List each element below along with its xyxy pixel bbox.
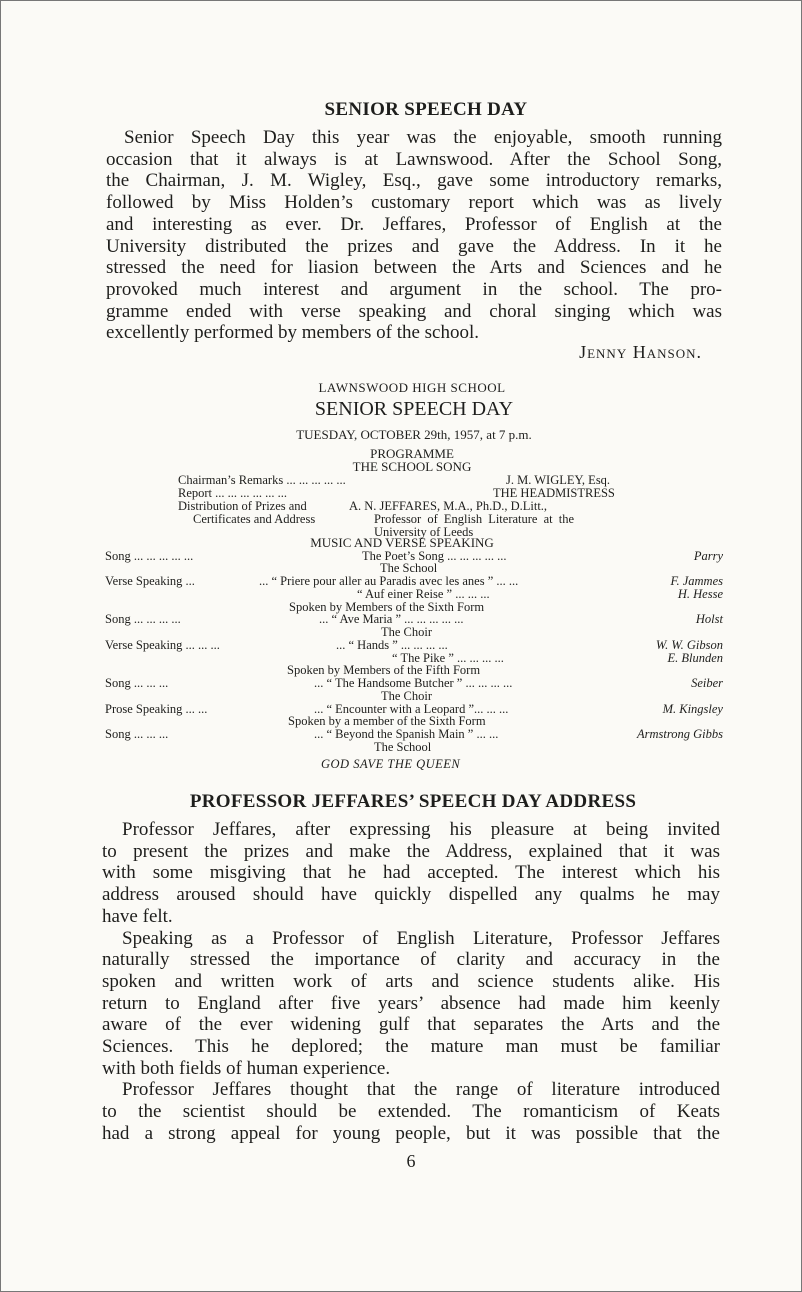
item-title: Spoken by a member of the Sixth Form — [288, 714, 486, 728]
programme-event: SENIOR SPEECH DAY — [314, 398, 514, 420]
item-composer: Armstrong Gibbs — [636, 727, 723, 741]
official-row — [0, 486, 802, 500]
text-line: University distributed the prizes and gave the Address. In it he — [106, 235, 722, 257]
programme-item — [0, 740, 802, 754]
official-name: THE HEADMISTRESS — [493, 486, 615, 500]
programme-item — [0, 574, 802, 588]
official-role: Certificates and Address — [193, 512, 316, 526]
text-line: provoked much interest and argument in the school. The pro- — [106, 278, 722, 300]
programme-item — [0, 638, 802, 652]
item-title: “ The Pike ” ... ... ... ... — [392, 651, 504, 665]
programme-item — [0, 561, 802, 575]
text-line: have felt. — [102, 905, 173, 927]
text-line: with some misgiving that he had accepted. The interest which his — [102, 862, 720, 884]
programme-item — [0, 689, 802, 703]
programme-song-heading: THE SCHOOL SONG — [352, 459, 472, 474]
page-number: 6 — [406, 1151, 416, 1171]
item-title: ... “ Beyond the Spanish Main ” ... ... — [314, 727, 499, 741]
text-line: Sciences. This he deplored; the mature man must be familiar — [102, 1036, 720, 1058]
programme-anthem: GOD SAVE THE QUEEN — [321, 757, 461, 771]
item-composer: H. Hesse — [677, 587, 723, 601]
item-label: Song ... ... ... ... ... — [105, 549, 194, 563]
programme-item — [0, 714, 802, 728]
text-line: the Chairman, J. M. Wigley, Esq., gave some introductory remarks, — [106, 170, 722, 192]
article-title-senior-speech-day: SENIOR SPEECH DAY — [324, 99, 528, 120]
official-role: Report ... ... ... ... ... ... — [178, 486, 288, 500]
article-body-professor-address — [102, 819, 720, 1145]
programme-item — [0, 676, 802, 690]
item-label: Prose Speaking ... ... — [105, 702, 208, 716]
text-line: followed by Miss Holden’s customary report which was as lively — [106, 192, 722, 214]
programme-item — [0, 663, 802, 677]
item-composer: Seiber — [691, 676, 723, 690]
item-title: Spoken by Members of the Fifth Form — [287, 663, 481, 677]
item-composer: Holst — [695, 612, 723, 626]
item-label: Song ... ... ... ... — [105, 612, 181, 626]
programme-item — [0, 612, 802, 626]
official-row — [0, 499, 802, 513]
official-name: Professor of English Literature at the — [374, 512, 575, 526]
official-name: University of Leeds — [374, 525, 474, 539]
programme-heading: PROGRAMME — [370, 446, 454, 461]
text-line: Senior Speech Day this year was the enjoyable, smooth running — [124, 127, 722, 148]
article-body-senior-speech-day — [106, 127, 722, 344]
programme-item — [0, 727, 802, 741]
item-label: Song ... ... ... — [105, 727, 169, 741]
text-line: to the scientist should be extended. The romanticism of Keats — [102, 1101, 720, 1123]
official-role: Chairman’s Remarks ... ... ... ... ... — [178, 473, 346, 487]
programme-item — [0, 587, 802, 601]
programme-date: TUESDAY, OCTOBER 29th, 1957, at 7 p.m. — [296, 427, 532, 442]
item-title: ... “ Encounter with a Leopard ”... ... ... — [314, 702, 509, 716]
item-title: The School — [374, 740, 432, 754]
text-line: Professor Jeffares thought that the range of literature introduced — [122, 1079, 720, 1101]
official-role: Distribution of Prizes and — [178, 499, 307, 513]
text-line: gramme ended with verse speaking and choral singing which was — [106, 300, 722, 322]
item-title: The Choir — [381, 625, 433, 639]
item-title: The Choir — [381, 689, 433, 703]
item-composer: Parry — [693, 549, 723, 563]
item-composer: E. Blunden — [667, 651, 723, 665]
official-row — [0, 473, 802, 487]
text-line: naturally stressed the importance of clarity and accuracy in the — [102, 949, 720, 971]
programme-school: LAWNSWOOD HIGH SCHOOL — [318, 380, 506, 395]
text-line: excellently performed by members of the school. — [106, 322, 480, 344]
official-name: J. M. WIGLEY, Esq. — [506, 473, 611, 487]
item-title: ... “ Ave Maria ” ... ... ... ... ... — [319, 612, 464, 626]
text-line: and interesting as ever. Dr. Jeffares, Professor of English at the — [106, 213, 722, 235]
programme-item — [0, 625, 802, 639]
item-composer: W. W. Gibson — [655, 638, 723, 652]
text-line: to present the prizes and make the Address, explained that it was — [102, 840, 720, 862]
item-title: ... “ Hands ” ... ... ... ... — [336, 638, 448, 652]
official-name: A. N. JEFFARES, M.A., Ph.D., D.Litt., — [349, 499, 548, 513]
item-composer: M. Kingsley — [662, 702, 723, 716]
item-label: Song ... ... ... — [105, 676, 169, 690]
text-line: with both fields of human experience. — [102, 1057, 391, 1079]
item-title: The School — [380, 561, 438, 575]
item-title: Spoken by Members of the Sixth Form — [289, 600, 485, 614]
official-row — [0, 512, 802, 526]
item-label: Verse Speaking ... ... ... — [105, 638, 220, 652]
item-label: Verse Speaking ... — [105, 574, 195, 588]
text-line: had a strong appeal for young people, but it was possible that the — [102, 1122, 720, 1144]
text-line: Professor Jeffares, after expressing his pleasure at being invited — [122, 819, 720, 840]
author-signature: Jenny Hanson. — [579, 342, 702, 362]
text-line: address aroused should have quickly dispelled any qualms he may — [102, 884, 720, 906]
programme-music-heading: MUSIC AND VERSE SPEAKING — [310, 535, 494, 550]
text-line: aware of the ever widening gulf that separates the Arts and the — [102, 1014, 720, 1036]
item-title: “ Auf einer Reise ” ... ... ... — [357, 587, 490, 601]
text-line: return to England after five years’ absence had made him keenly — [102, 992, 720, 1014]
article-title-professor-address: PROFESSOR JEFFARES’ SPEECH DAY ADDRESS — [189, 791, 637, 812]
text-line: stressed the need for liasion between the Arts and Sciences and he — [106, 257, 722, 279]
text-line: spoken and written work of arts and science students alike. His — [102, 970, 720, 992]
text-line: Speaking as a Professor of English Literature, Professor Jeffares — [122, 927, 720, 949]
item-composer: F. Jammes — [670, 574, 723, 588]
item-title: ... “ Priere pour aller au Paradis avec les anes ” ... ... — [259, 574, 519, 588]
item-title: ... “ The Handsome Butcher ” ... ... ... ... — [314, 676, 513, 690]
item-title: The Poet’s Song ... ... ... ... ... — [362, 549, 507, 563]
text-line: occasion that it always is at Lawnswood. After the School Song, — [106, 148, 722, 170]
